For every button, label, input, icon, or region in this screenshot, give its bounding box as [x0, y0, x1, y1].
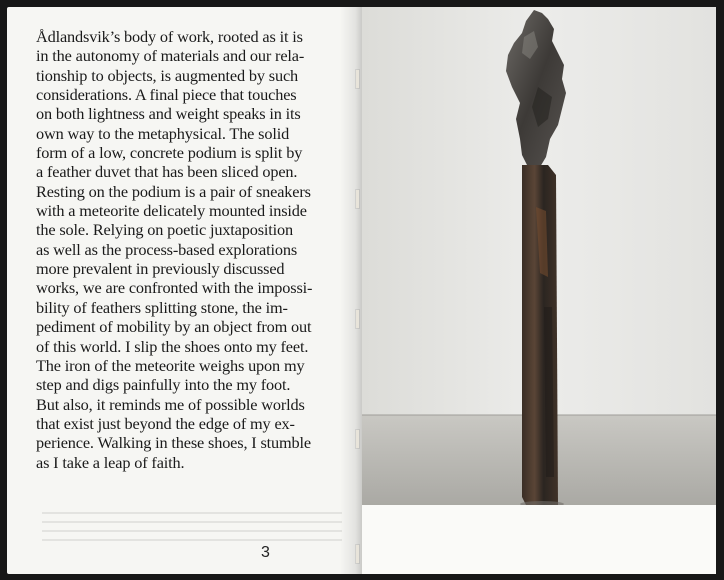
sculpture-photo: [362, 7, 716, 505]
body-text: Ådlandsvik’s body of work, rooted as it is in the autonomy of materials and our rela- tionship to objects, is augmented by such considerations. A final piece that touches on both lightness and weight speaks in its own way to the metaphysical. The solid form of a low, concrete podium is split by a feather duvet that has been sliced open. Resting on the podium is a pair of sneakers with a meteorite delicately mounted inside the sole. Relying on poetic juxtaposition as well as the process-based explorations more prevalent in previously discussed works, we are confronted with the impossi- bility of feathers splitting stone, the im- pediment of mobility by an object from out of this world. I slip the shoes onto my feet. The iron of the meteorite weighs upon my step and digs painfully into the my foot. But also, it reminds me of possible worlds that exist just beyond the edge of my ex- perience. Walking in these shoes, I stumble as I take a leap of faith.: [36, 27, 313, 472]
binding-stitch: [356, 430, 359, 448]
left-page: [7, 7, 362, 574]
right-page: [362, 7, 716, 574]
binding-stitch: [356, 545, 359, 563]
show-through-text: [42, 512, 342, 546]
binding-stitch: [356, 190, 359, 208]
binding-stitch: [356, 70, 359, 88]
binding-stitch: [356, 310, 359, 328]
page-number: 3: [261, 544, 270, 561]
